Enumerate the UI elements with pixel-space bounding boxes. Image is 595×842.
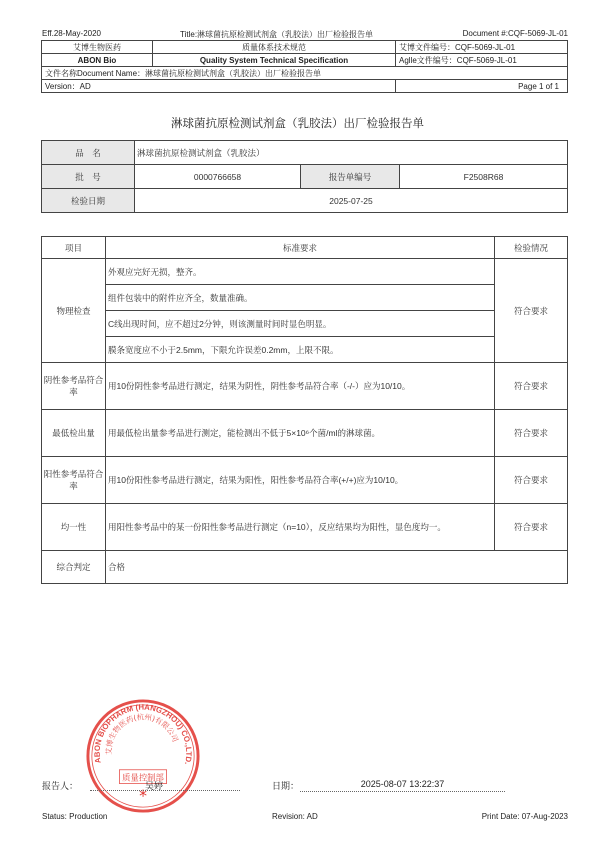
col-result-header: 检验情况 — [495, 237, 568, 259]
item-physical: 物理检查 — [42, 259, 106, 363]
product-value: 淋球菌抗原检测试剂盒（乳胶法） — [135, 141, 568, 165]
reporter-value: 吴婷 — [90, 779, 240, 791]
reporter-label: 报告人： — [42, 781, 79, 791]
result-minimum-detection: 符合要求 — [495, 410, 568, 457]
product-label: 品 名 — [42, 141, 135, 165]
result-negative-reference: 符合要求 — [495, 363, 568, 410]
req-negative-reference: 用10份阴性参考品进行测定，结果为阴性，阴性参考品符合率（-/-）应为10/10。 — [106, 363, 495, 410]
stamp-center-text: 质量控制部 — [122, 772, 164, 783]
result-physical: 符合要求 — [495, 259, 568, 363]
footer-revision: Revision: AD — [272, 812, 318, 821]
col-requirement-header: 标准要求 — [106, 237, 495, 259]
date-value: 2025-08-07 13:22:37 — [300, 779, 505, 792]
item-positive-reference: 阳性参考品符合率 — [42, 457, 106, 504]
date-label: 日期： — [272, 781, 300, 791]
inspection-table — [41, 236, 568, 584]
doc-number-en: Aglle文件编号：CQF-5069-JL-01 — [396, 54, 568, 67]
page-number: Page 1 of 1 — [396, 80, 568, 93]
stamp-star-icon: * — [139, 786, 147, 806]
inspection-date-value: 2025-07-25 — [135, 189, 568, 213]
dept-en: Quality System Technical Specification — [153, 54, 396, 67]
summary-label: 综合判定 — [42, 551, 106, 584]
req-physical-3: C线出现时间，应不超过2分钟，则该测量时间时显色明显。 — [108, 311, 495, 337]
req-minimum-detection: 用最低检出量参考品进行测定，能检测出不低于5×10⁶个菌/ml的淋球菌。 — [106, 410, 495, 457]
report-number-value: F2508R68 — [400, 165, 568, 189]
footer-status: Status: Production — [42, 812, 108, 821]
company-stamp — [84, 697, 202, 815]
inspection-date-label: 检验日期 — [42, 189, 135, 213]
col-item-header: 项目 — [42, 237, 106, 259]
req-physical-1: 外观应完好无损，整齐。 — [108, 259, 495, 285]
item-minimum-detection: 最低检出量 — [42, 410, 106, 457]
footer-print-date: Print Date: 07-Aug-2023 — [481, 812, 568, 821]
info-table — [41, 140, 568, 213]
result-positive-reference: 符合要求 — [495, 457, 568, 504]
document-name: 文件名称Document Name：淋球菌抗原检测试剂盒（乳胶法）出厂检验报告单 — [42, 67, 568, 80]
batch-label: 批 号 — [42, 165, 135, 189]
batch-value: 0000766658 — [135, 165, 301, 189]
eff-date: Eff.28-May-2020 — [42, 29, 101, 38]
item-uniformity: 均一性 — [42, 504, 106, 551]
company-header-table — [41, 40, 568, 93]
doc-number-cn: 艾博文件编号：CQF-5069-JL-01 — [396, 41, 568, 54]
company-name-cn: 艾博生物医药 — [42, 41, 153, 54]
company-name-en: ABON Bio — [42, 54, 153, 67]
stamp-inner-text: 艾博生物医药(杭州)有限公司 — [104, 712, 181, 755]
dept-cn: 质量体系技术规范 — [153, 41, 396, 54]
req-physical-4: 膜条宽度应不小于2.5mm，下限允许误差0.2mm，上限不限。 — [108, 337, 495, 363]
version: Version：AD — [42, 80, 396, 93]
header-title: Title:淋球菌抗原检测试剂盒（乳胶法）出厂检验报告单 — [180, 30, 374, 39]
report-number-label: 报告单编号 — [301, 165, 400, 189]
req-physical-2: 组件包装中的附件应齐全，数量准确。 — [108, 285, 495, 311]
req-uniformity: 用阳性参考品中的某一份阳性参考品进行测定（n=10），反应结果均为阳性，显色度均一。 — [106, 504, 495, 551]
item-negative-reference: 阴性参考品符合率 — [42, 363, 106, 410]
req-positive-reference: 用10份阳性参考品进行测定，结果为阳性，阳性参考品符合率(+/+)应为10/10。 — [106, 457, 495, 504]
header-document-number: Document #:CQF-5069-JL-01 — [462, 29, 568, 38]
result-uniformity: 符合要求 — [495, 504, 568, 551]
stamp-outer-text: ABON BIOPHARM (HANGZHOU) CO.,LTD. — [92, 702, 194, 766]
summary-value: 合格 — [106, 551, 568, 584]
report-title: 淋球菌抗原检测试剂盒（乳胶法）出厂检验报告单 — [171, 118, 424, 130]
